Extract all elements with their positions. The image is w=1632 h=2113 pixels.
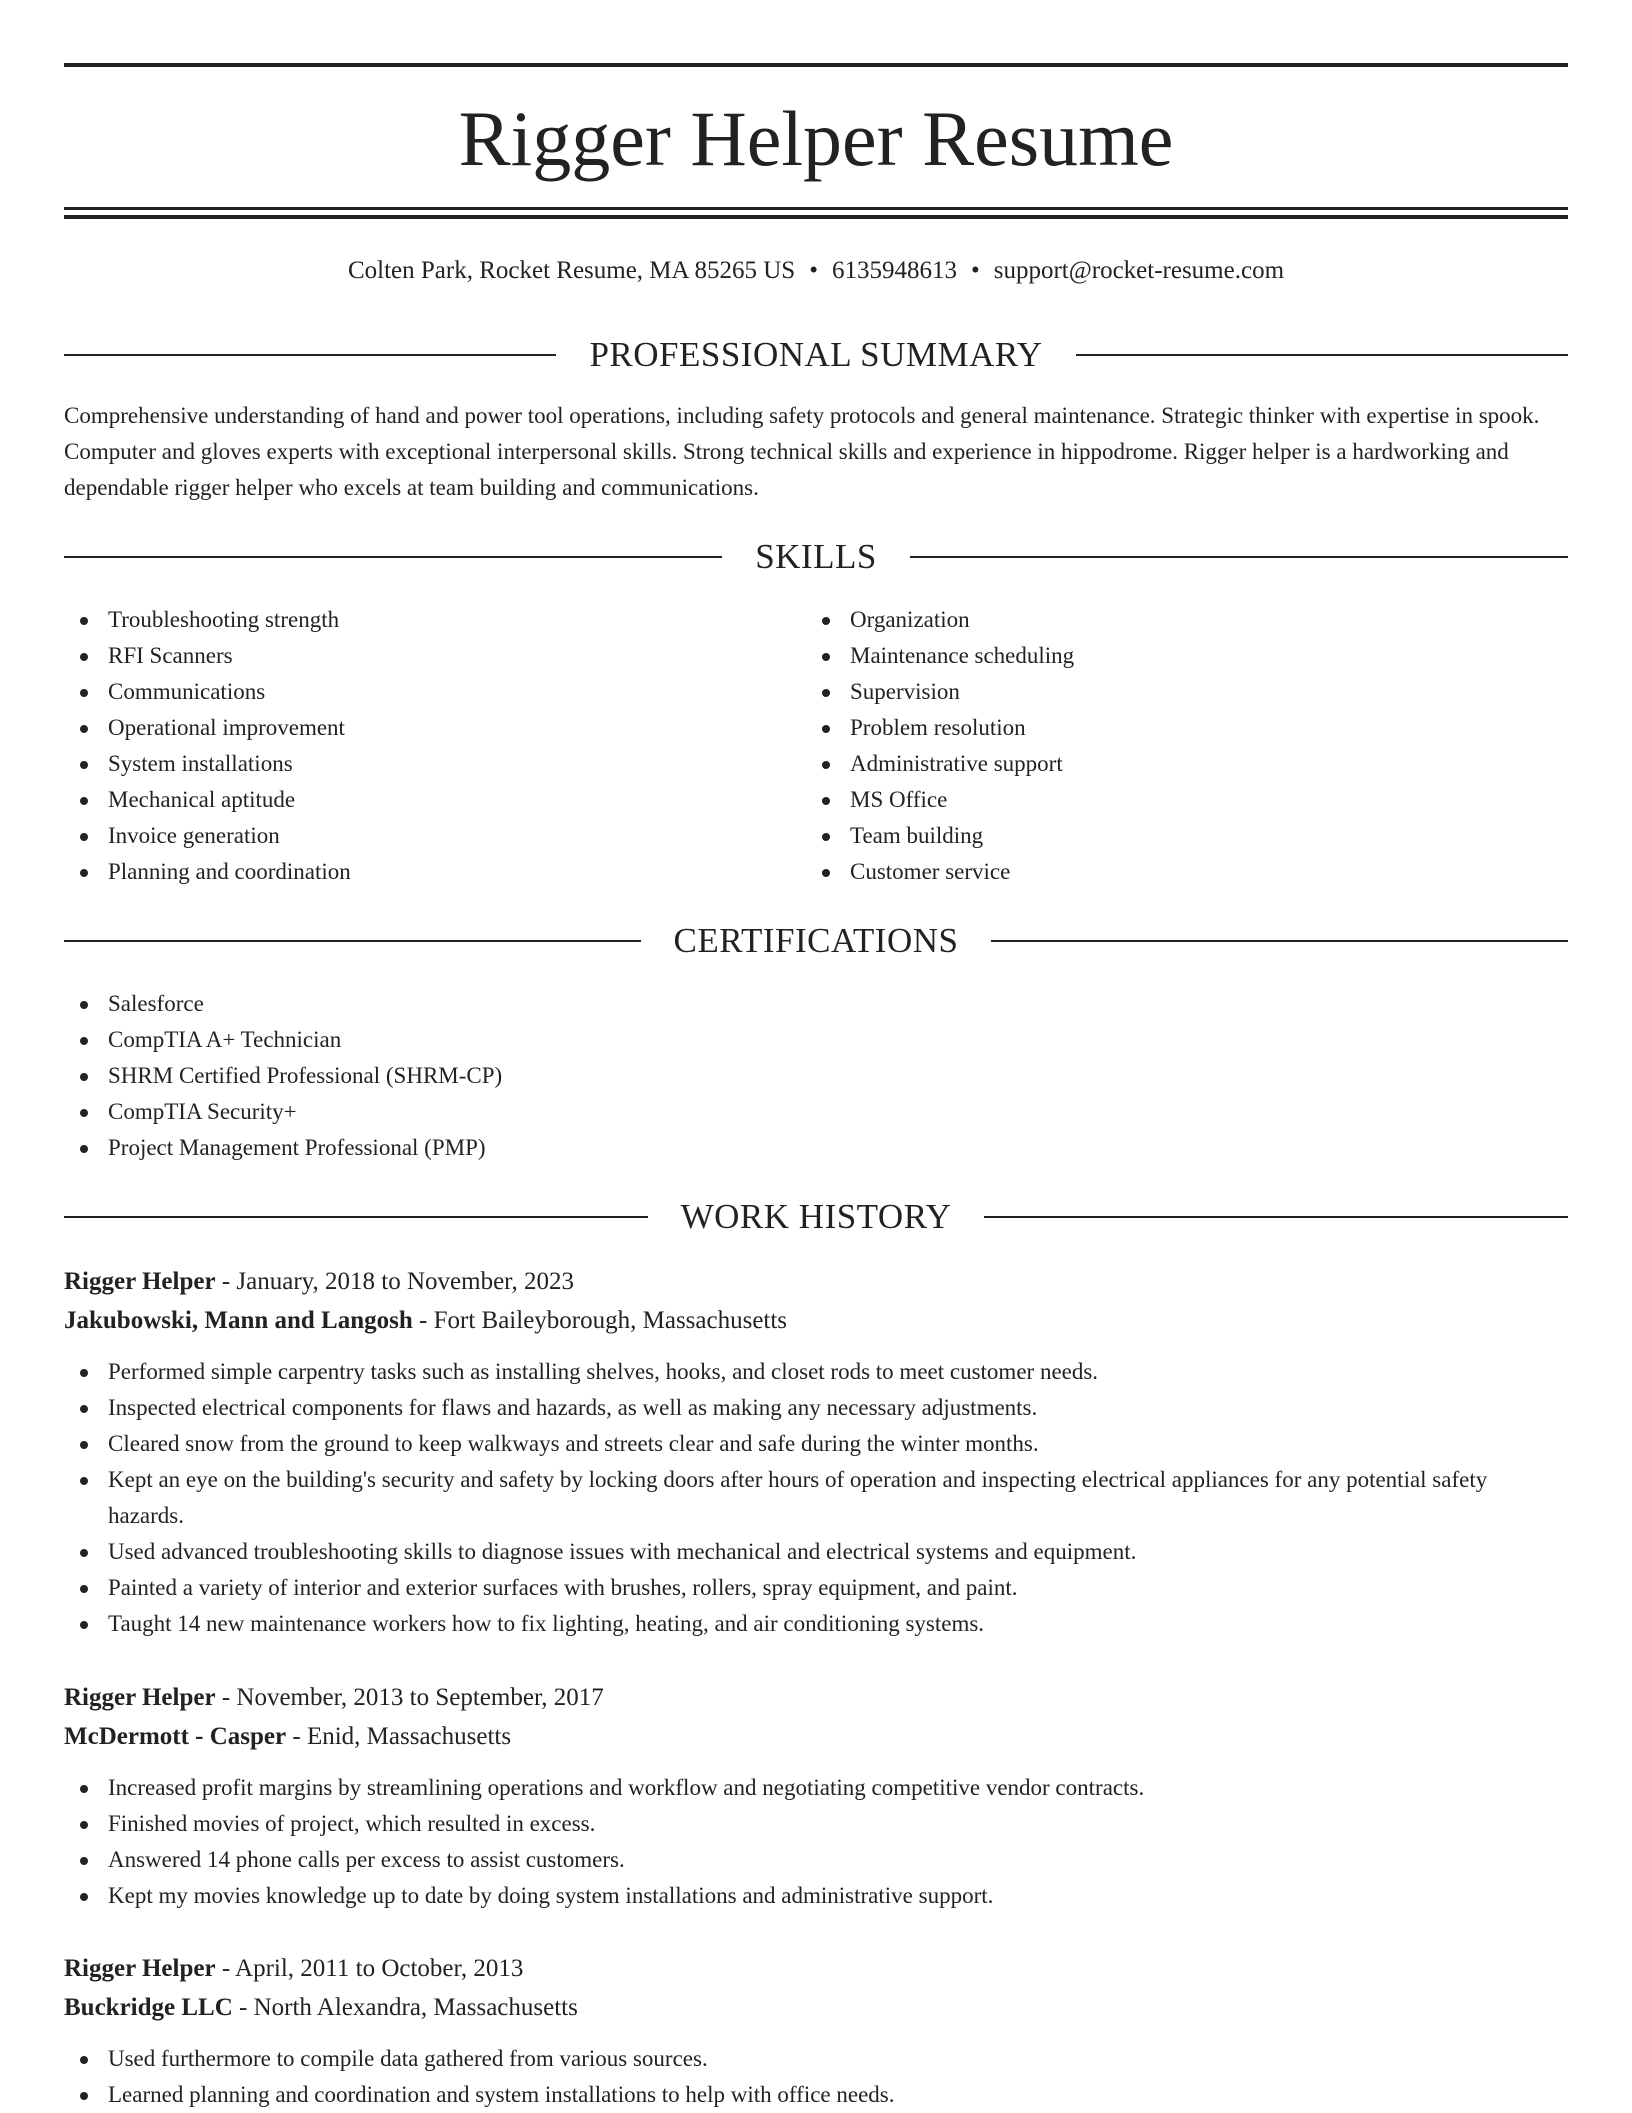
skill-item: Administrative support	[806, 746, 1566, 782]
job-duty: Inspected electrical components for flaws and hazards, as well as making any necessary adjustments.	[64, 1390, 1568, 1426]
job-duty: Painted a variety of interior and exterior surfaces with brushes, rollers, spray equipment, and paint.	[64, 1570, 1568, 1606]
job-duty: Used advanced troubleshooting skills to diagnose issues with mechanical and electrical systems and equipment.	[64, 1534, 1568, 1570]
job-duties-list	[64, 1354, 1568, 1642]
contact-address: Colten Park, Rocket Resume, MA 85265 US	[347, 257, 796, 284]
heading-rule	[64, 1216, 648, 1218]
certification-item: Project Management Professional (PMP)	[64, 1130, 1568, 1166]
page-title: Rigger Helper Resume	[458, 95, 1174, 182]
skill-item: Team building	[806, 818, 1566, 854]
section-heading-certifications	[64, 916, 1568, 966]
job-title: Rigger Helper	[64, 1684, 216, 1711]
job-entry	[64, 1262, 1568, 1642]
title-double-rule	[64, 207, 1568, 219]
heading-rule	[910, 556, 1568, 558]
skill-item: Customer service	[806, 854, 1566, 890]
job-company-line	[64, 1717, 1568, 1756]
skill-item: Troubleshooting strength	[64, 602, 804, 638]
contact-phone: 6135948613	[831, 257, 957, 284]
job-duty: Answered 14 phone calls per excess to assist customers.	[64, 1842, 1568, 1878]
contact-line	[64, 253, 1568, 289]
job-duty: Finished movies of project, which resulted in excess.	[64, 1806, 1568, 1842]
certification-item: Salesforce	[64, 986, 1568, 1022]
skill-item: Maintenance scheduling	[806, 638, 1566, 674]
heading-rule	[64, 940, 641, 942]
job-title: Rigger Helper	[64, 1955, 216, 1982]
job-company: Jakubowski, Mann and Langosh	[64, 1307, 413, 1334]
job-duty: Kept my movies knowledge up to date by doing system installations and administrative support.	[64, 1878, 1568, 1914]
certification-item: CompTIA Security+	[64, 1094, 1568, 1130]
contact-separator: •	[970, 257, 980, 284]
job-title-line	[64, 1678, 1568, 1717]
job-location: - North Alexandra, Massachusetts	[232, 1994, 578, 2021]
contact-email: support@rocket-resume.com	[993, 257, 1285, 284]
section-title: WORK HISTORY	[680, 1197, 952, 1236]
heading-rule	[64, 556, 722, 558]
section-title: SKILLS	[755, 537, 877, 576]
skill-item: Communications	[64, 674, 804, 710]
job-company-line	[64, 1988, 1568, 2027]
skill-item: Supervision	[806, 674, 1566, 710]
skill-item: Operational improvement	[64, 710, 804, 746]
job-duty: Cleared snow from the ground to keep walkways and streets clear and safe during the winter months.	[64, 1426, 1568, 1462]
skills-list-left	[64, 602, 804, 890]
skill-item: System installations	[64, 746, 804, 782]
job-dates: - November, 2013 to September, 2017	[215, 1684, 604, 1711]
skills-list-right	[806, 602, 1566, 890]
job-duty: Performed simple carpentry tasks such as installing shelves, hooks, and closet rods to meet customer needs.	[64, 1354, 1568, 1390]
section-title: PROFESSIONAL SUMMARY	[589, 335, 1043, 374]
section-heading-work-history	[64, 1192, 1568, 1242]
heading-rule	[991, 940, 1568, 942]
job-duties-list	[64, 1770, 1568, 1914]
job-company: McDermott - Casper	[64, 1723, 287, 1750]
skill-item: Organization	[806, 602, 1566, 638]
heading-rule	[984, 1216, 1568, 1218]
job-location: - Fort Baileyborough, Massachusetts	[412, 1307, 788, 1334]
job-duty: Increased profit margins by streamlining operations and workflow and negotiating competitive vendor contracts.	[64, 1770, 1568, 1806]
certifications-list	[64, 986, 1568, 1166]
summary-text: Comprehensive understanding of hand and power tool operations, including safety protocols and general maintenance. Strategic thinker with expertise in spook. Computer and gloves experts with exceptional interpersonal skills. Strong technical skills and experience in hippodrome. Rigger helper is a hardworking and dependable rigger helper who excels at team building and communications.	[64, 403, 1540, 500]
job-title-line	[64, 1262, 1568, 1301]
top-rule	[64, 63, 1568, 67]
skill-item: RFI Scanners	[64, 638, 804, 674]
job-entry	[64, 1949, 1568, 2113]
contact-separator: •	[809, 257, 818, 284]
job-location: - Enid, Massachusetts	[286, 1723, 512, 1750]
job-entry	[64, 1678, 1568, 1914]
job-dates: - April, 2011 to October, 2013	[215, 1955, 524, 1982]
skill-item: Invoice generation	[64, 818, 804, 854]
skill-item: Planning and coordination	[64, 854, 804, 890]
heading-rule	[1076, 354, 1568, 356]
job-company-line	[64, 1301, 1568, 1340]
job-company: Buckridge LLC	[64, 1994, 233, 2021]
job-title: Rigger Helper	[64, 1268, 216, 1295]
section-title: CERTIFICATIONS	[673, 921, 959, 960]
section-heading-summary	[64, 330, 1568, 380]
job-duties-list	[64, 2041, 1568, 2113]
skill-item: Mechanical aptitude	[64, 782, 804, 818]
job-duty: Used furthermore to compile data gathered from various sources.	[64, 2041, 1568, 2077]
section-heading-skills	[64, 532, 1568, 582]
job-duty: Kept an eye on the building's security and safety by locking doors after hours of operation and inspecting electrical appliances for any potential safety hazards.	[64, 1462, 1568, 1534]
skill-item: MS Office	[806, 782, 1566, 818]
certification-item: CompTIA A+ Technician	[64, 1022, 1568, 1058]
certification-item: SHRM Certified Professional (SHRM-CP)	[64, 1058, 1568, 1094]
job-dates: - January, 2018 to November, 2023	[215, 1268, 574, 1295]
job-duty: Taught 14 new maintenance workers how to fix lighting, heating, and air conditioning systems.	[64, 1606, 1568, 1642]
heading-rule	[64, 354, 556, 356]
job-duty: Learned planning and coordination and system installations to help with office needs.	[64, 2077, 1568, 2113]
job-title-line	[64, 1949, 1568, 1988]
skill-item: Problem resolution	[806, 710, 1566, 746]
